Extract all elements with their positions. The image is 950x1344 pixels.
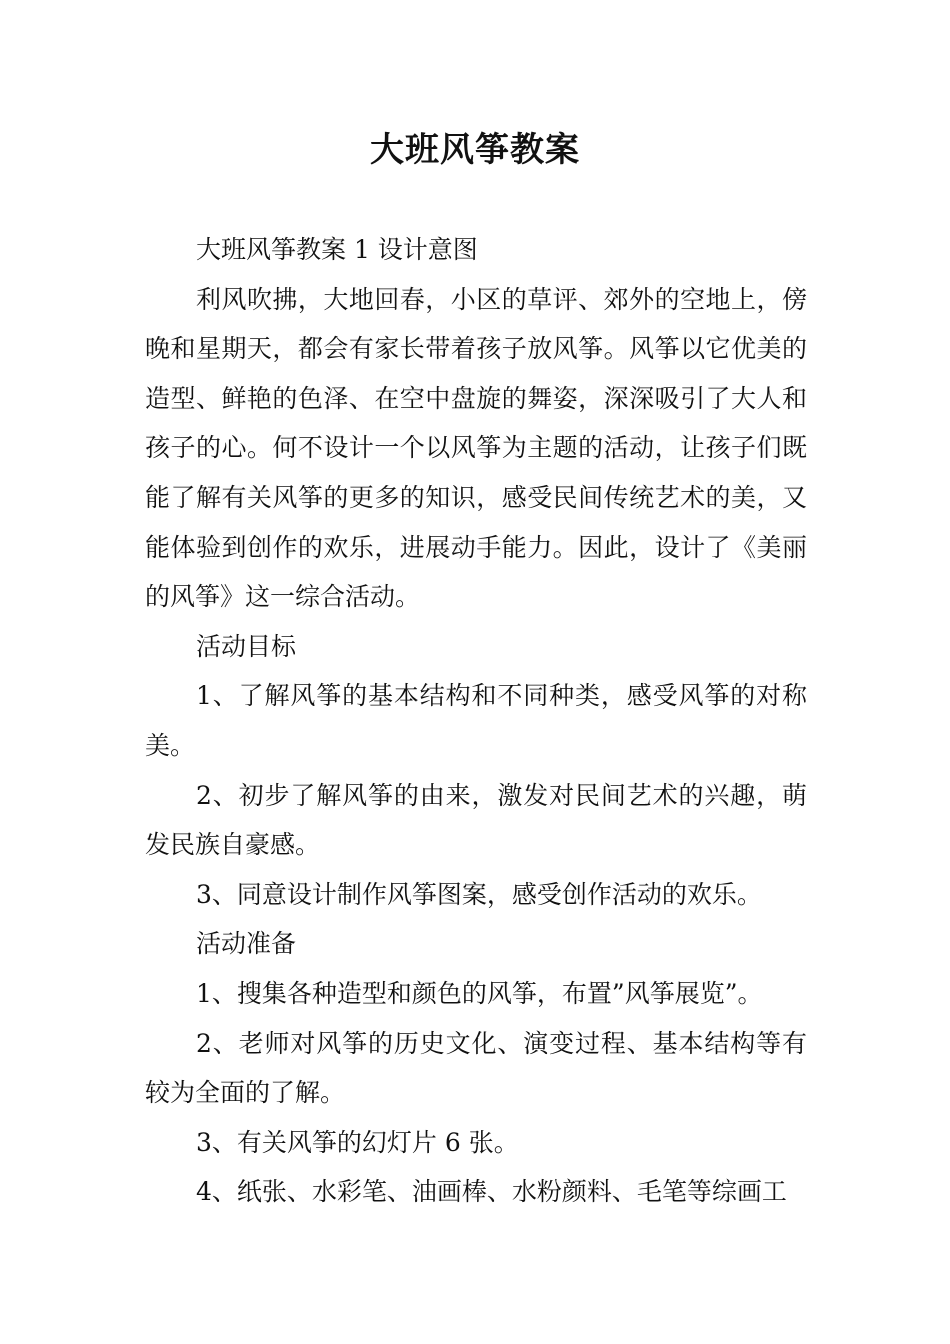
paragraph-preparation-2: 2、老师对风筝的历史文化、演变过程、基本结构等有较为全面的了解。 [145, 1028, 807, 1108]
paragraph-preparation-3: 3、有关风筝的幻灯片 6 张。 [196, 1127, 519, 1157]
paragraph-design-intent: 利风吹拂，大地回春，小区的草评、郊外的空地上，傍晚和星期天，都会有家长带着孩子放风筝。风筝以它优美的造型、鲜艳的色泽、在空中盘旋的舞姿，深深吸引了大人和孩子的心。何不设计一个以风筝为主题的活动，让孩子们既能了解有关风筝的更多的知识，感受民间传统艺术的美，又能体验到创作的欢乐，进展动手能力。因此，设计了《美丽的风筝》这一综合活动。 [145, 284, 807, 612]
paragraph-goal-1: 1、了解风筝的基本结构和不同种类，感受风筝的对称美。 [145, 681, 807, 760]
document-body [145, 225, 807, 1217]
paragraph-goal-2: 2、初步了解风筝的由来，激发对民间艺术的兴趣，萌发民族自豪感。 [145, 780, 807, 860]
paragraph-design-intent-heading: 大班风筝教案 1 设计意图 [196, 235, 478, 264]
document-title: 大班风筝教案 [370, 130, 580, 170]
paragraph-goal-3: 3、同意设计制作风筝图案，感受创作活动的欢乐。 [196, 879, 762, 909]
paragraph-preparation-1: 1、搜集各种造型和颜色的风筝，布置”风筝展览”。 [196, 978, 763, 1008]
paragraph-preparation-4: 4、纸张、水彩笔、油画棒、水粉颜料、毛笔等综画工 [196, 1177, 787, 1207]
paragraph-preparation-heading: 活动准备 [196, 929, 297, 959]
paragraph-goals-heading: 活动目标 [196, 631, 297, 661]
